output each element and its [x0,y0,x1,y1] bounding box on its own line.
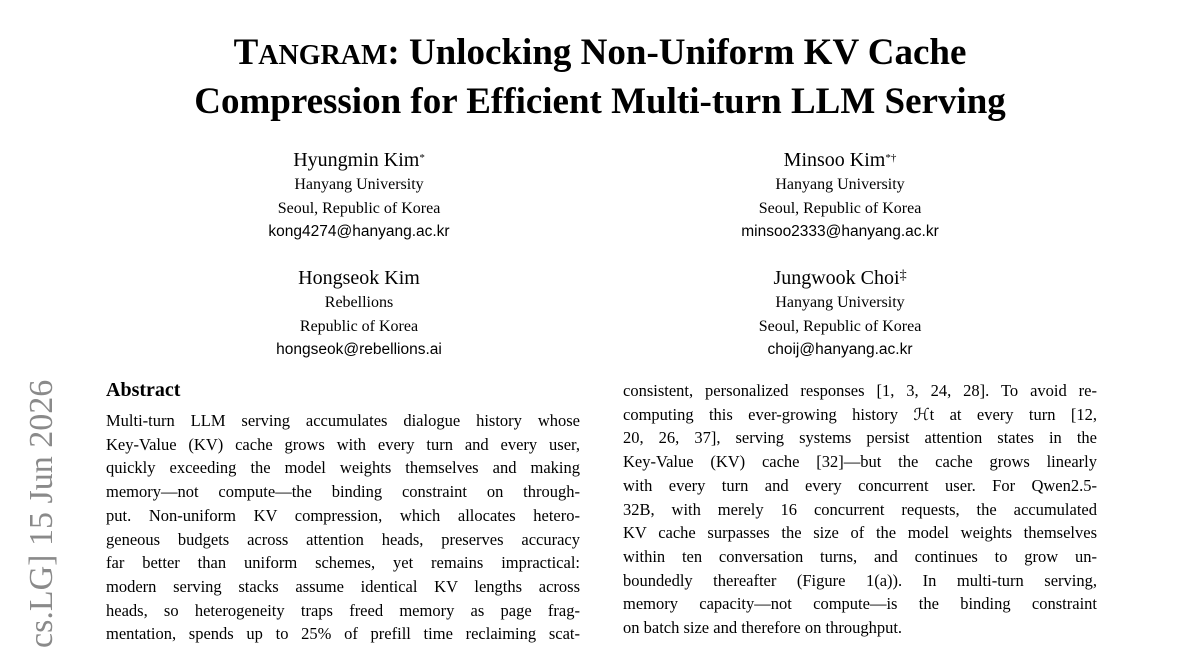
author-email[interactable]: minsoo2333@hanyang.ac.kr [741,223,939,240]
author-block-2 [660,147,1020,243]
abstract-line: quickly exceeding the model weights themselves and making [106,458,580,478]
author-name: Jungwook Choi [773,267,900,289]
abstract-line: Key-Value (KV) cache grows with every turn and every user, [106,434,580,454]
intro-line: with every turn and every concurrent user. For Qwen2.5- [623,475,1097,495]
author-affiliation: Hanyang University [775,294,905,311]
author-block-3 [179,265,539,361]
author-location: Seoul, Republic of Korea [277,200,441,217]
intro-line: on batch size and therefore on throughput. [623,618,903,638]
title-system-initial: T [233,32,259,73]
abstract-line: Multi-turn LLM serving accumulates dialogue history whose [106,411,580,430]
author-location: Seoul, Republic of Korea [758,318,922,335]
intro-line: Key-Value (KV) cache [32]—but the cache grows linearly [623,452,1097,472]
intro-line: 20, 26, 37], serving systems persist attention states in the [623,428,1097,448]
title-line-1-text: : Unlocking Non-Uniform KV Cache [387,32,967,73]
author-affiliation: Hanyang University [294,176,424,193]
author-affiliation: Hanyang University [775,176,905,193]
abstract-line: memory—not compute—the binding constraint on through- [106,482,580,502]
author-name: Minsoo Kim [783,149,886,171]
intro-line: computing this ever-growing history ℋt at every turn [12, [623,404,1097,424]
abstract-body [106,409,580,646]
author-block-1 [179,147,539,243]
intro-line: memory capacity—not compute—is the binding constraint [623,594,1097,614]
author-email[interactable]: choij@hanyang.ac.kr [767,341,913,358]
title-line-2: Compression for Efficient Multi-turn LLM Serving [194,81,1006,122]
intro-line: boundedly thereafter (Figure 1(a)). In multi-turn serving, [623,570,1097,590]
author-location: Republic of Korea [299,318,419,335]
title-line-1 [0,30,1200,79]
abstract-line: far better than uniform schemes, yet remains impractical: [106,553,580,573]
arxiv-side-stamp: cs.LG] 15 Jun 2026 [23,379,60,648]
intro-line: 32B, with merely 16 concurrent requests, the accumulated [623,499,1097,519]
author-block-4 [660,265,1020,361]
introduction-body [623,379,1097,640]
author-name: Hongseok Kim [298,267,420,289]
intro-line: KV cache surpasses the size of the model weights themselves [623,523,1097,543]
abstract-line: geneous budgets across attention heads, preserves accuracy [106,529,580,549]
abstract-line: mentation, spends up to 25% of prefill time reclaiming scat- [106,624,580,644]
author-email[interactable]: hongseok@rebellions.ai [276,341,442,358]
author-affiliation: Rebellions [324,294,394,311]
abstract-line: put. Non-uniform KV compression, which allocates hetero- [106,505,580,525]
author-email[interactable]: kong4274@hanyang.ac.kr [268,223,450,240]
author-name: Hyungmin Kim [293,149,420,171]
title-system-rest: ANGRAM [258,40,388,71]
author-location: Seoul, Republic of Korea [758,200,922,217]
abstract-line: heads, so heterogeneity traps freed memory as page frag- [106,600,580,620]
paper-title [0,30,1200,125]
author-mark: ‡ [899,268,907,283]
intro-line: consistent, personalized responses [1, 3, 24, 28]. To avoid re- [623,381,1097,400]
author-mark: * [419,152,425,164]
abstract-line: modern serving stacks assume identical KV lengths across [106,576,580,596]
abstract-heading: Abstract [106,379,181,401]
author-mark: *† [885,152,897,164]
intro-line: within ten conversation turns, and continues to grow un- [623,546,1097,566]
